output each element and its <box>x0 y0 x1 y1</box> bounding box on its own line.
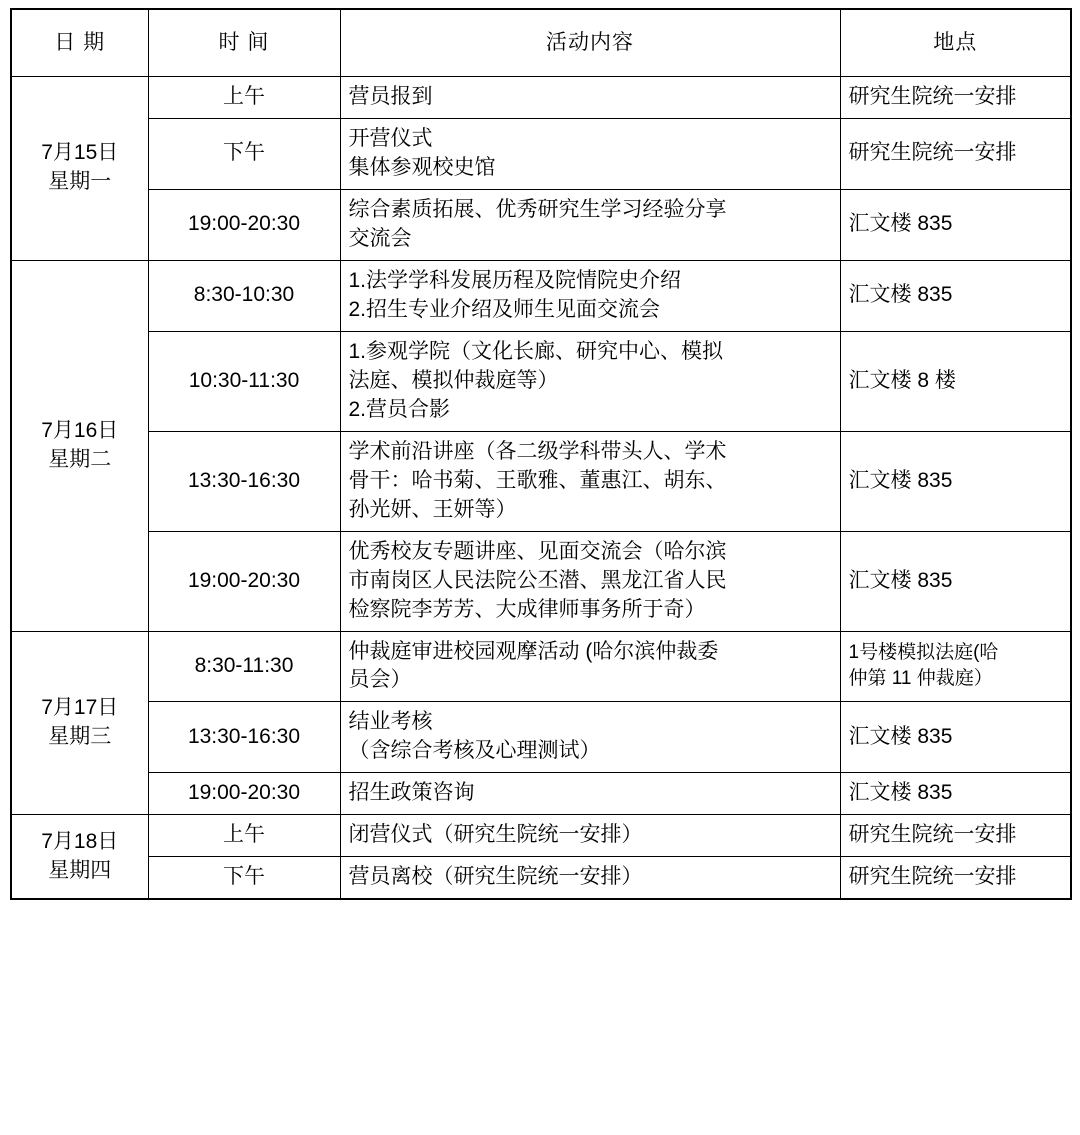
place-cell <box>840 531 1071 631</box>
activity-line: 1.法学学科发展历程及院情院史介绍 <box>348 268 682 292</box>
activity-line: 2.招生专业介绍及师生见面交流会 <box>348 297 661 321</box>
activity-line: 法庭、模拟仲裁庭等） <box>348 368 559 392</box>
activity-cell <box>340 702 840 773</box>
activity-cell <box>340 77 840 119</box>
table-row <box>11 773 1071 815</box>
place-line: 汇文楼 835 <box>848 468 953 492</box>
header-place: 地点 <box>840 9 1071 77</box>
activity-cell <box>340 431 840 531</box>
activity-cell <box>340 773 840 815</box>
activity-cell <box>340 331 840 431</box>
activity-line: 市南岗区人民法院公丕潜、黑龙江省人民 <box>348 568 727 592</box>
place-cell <box>840 857 1071 899</box>
date-cell <box>11 260 148 631</box>
place-cell <box>840 260 1071 331</box>
place-cell <box>840 431 1071 531</box>
time-cell: 19:00-20:30 <box>148 773 340 815</box>
table-row <box>11 631 1071 702</box>
time-cell: 19:00-20:30 <box>148 531 340 631</box>
date-cell <box>11 815 148 899</box>
activity-line: 招生政策咨询 <box>348 781 475 805</box>
activity-cell <box>340 631 840 702</box>
date-line: 星期二 <box>48 447 112 471</box>
place-line: 汇文楼 835 <box>848 212 953 236</box>
place-cell <box>840 773 1071 815</box>
activity-line: 交流会 <box>348 226 412 250</box>
activity-line: 1.参观学院（文化长廊、研究中心、模拟 <box>348 339 724 363</box>
place-line: 研究生院统一安排 <box>848 85 1017 108</box>
activity-line: 结业考核 <box>348 710 433 734</box>
table-row <box>11 189 1071 260</box>
table-header <box>11 9 1071 77</box>
time-cell: 下午 <box>148 118 340 189</box>
place-cell <box>840 77 1071 119</box>
date-line: 7月15日 <box>41 141 119 165</box>
table-row <box>11 857 1071 899</box>
date-line: 星期四 <box>48 858 112 882</box>
time-cell: 13:30-16:30 <box>148 702 340 773</box>
table-row <box>11 260 1071 331</box>
time-cell: 下午 <box>148 857 340 899</box>
time-cell: 8:30-11:30 <box>148 631 340 702</box>
time-cell: 19:00-20:30 <box>148 189 340 260</box>
place-line: 研究生院统一安排 <box>848 865 1017 889</box>
table-row <box>11 331 1071 431</box>
header-date: 日 期 <box>11 9 148 77</box>
date-line: 星期三 <box>48 724 112 748</box>
table-row <box>11 815 1071 857</box>
activity-line: 优秀校友专题讲座、见面交流会（哈尔滨 <box>348 539 727 563</box>
time-cell: 上午 <box>148 815 340 857</box>
date-line: 星期一 <box>48 170 112 194</box>
activity-line: 检察院李芳芳、大成律师事务所于奇） <box>348 597 706 621</box>
date-line: 7月18日 <box>41 829 119 853</box>
place-line: 汇文楼 835 <box>848 781 953 805</box>
schedule-table <box>10 8 1072 900</box>
table-body <box>11 77 1071 900</box>
activity-line: 开营仪式 <box>348 126 433 150</box>
time-cell: 8:30-10:30 <box>148 260 340 331</box>
place-cell <box>840 189 1071 260</box>
place-line: 汇文楼 8 楼 <box>848 368 956 392</box>
table-row <box>11 431 1071 531</box>
activity-line: 集体参观校史馆 <box>348 155 496 179</box>
activity-line: 孙光妍、王妍等） <box>348 497 517 521</box>
activity-line: 综合素质拓展、优秀研究生学习经验分享 <box>348 197 727 221</box>
time-cell: 10:30-11:30 <box>148 331 340 431</box>
activity-line: 营员报到 <box>348 85 433 108</box>
activity-line: 营员离校（研究生院统一安排） <box>348 865 643 889</box>
date-cell <box>11 77 148 261</box>
header-activity: 活动内容 <box>340 9 840 77</box>
header-row <box>11 9 1071 77</box>
activity-cell <box>340 118 840 189</box>
place-cell <box>840 631 1071 702</box>
activity-line: 骨干：哈书菊、王歌雅、董惠江、胡东、 <box>348 468 727 492</box>
table-row <box>11 531 1071 631</box>
place-line: 1号楼模拟法庭(哈 <box>848 642 999 664</box>
activity-cell <box>340 531 840 631</box>
time-cell: 上午 <box>148 77 340 119</box>
time-cell: 13:30-16:30 <box>148 431 340 531</box>
activity-line: （含综合考核及心理测试） <box>348 739 601 763</box>
place-line: 汇文楼 835 <box>848 283 953 307</box>
place-line: 仲第 11 仲裁庭） <box>848 668 993 690</box>
activity-line: 学术前沿讲座（各二级学科带头人、学术 <box>348 439 727 463</box>
table-row <box>11 118 1071 189</box>
activity-line: 仲裁庭审进校园观摩活动 (哈尔滨仲裁委 <box>348 639 719 663</box>
table-row <box>11 702 1071 773</box>
date-cell <box>11 631 148 815</box>
place-cell <box>840 815 1071 857</box>
place-cell <box>840 331 1071 431</box>
table-row <box>11 77 1071 119</box>
place-line: 研究生院统一安排 <box>848 823 1017 847</box>
date-line: 7月16日 <box>41 418 119 442</box>
place-cell <box>840 118 1071 189</box>
activity-cell <box>340 815 840 857</box>
activity-cell <box>340 260 840 331</box>
activity-line: 员会） <box>348 668 412 692</box>
activity-cell <box>340 857 840 899</box>
header-time: 时 间 <box>148 9 340 77</box>
place-line: 研究生院统一安排 <box>848 141 1017 165</box>
activity-cell <box>340 189 840 260</box>
activity-line: 闭营仪式（研究生院统一安排） <box>348 823 643 847</box>
place-line: 汇文楼 835 <box>848 724 953 748</box>
place-cell <box>840 702 1071 773</box>
activity-line: 2.营员合影 <box>348 397 451 421</box>
date-line: 7月17日 <box>41 695 119 719</box>
place-line: 汇文楼 835 <box>848 568 953 592</box>
